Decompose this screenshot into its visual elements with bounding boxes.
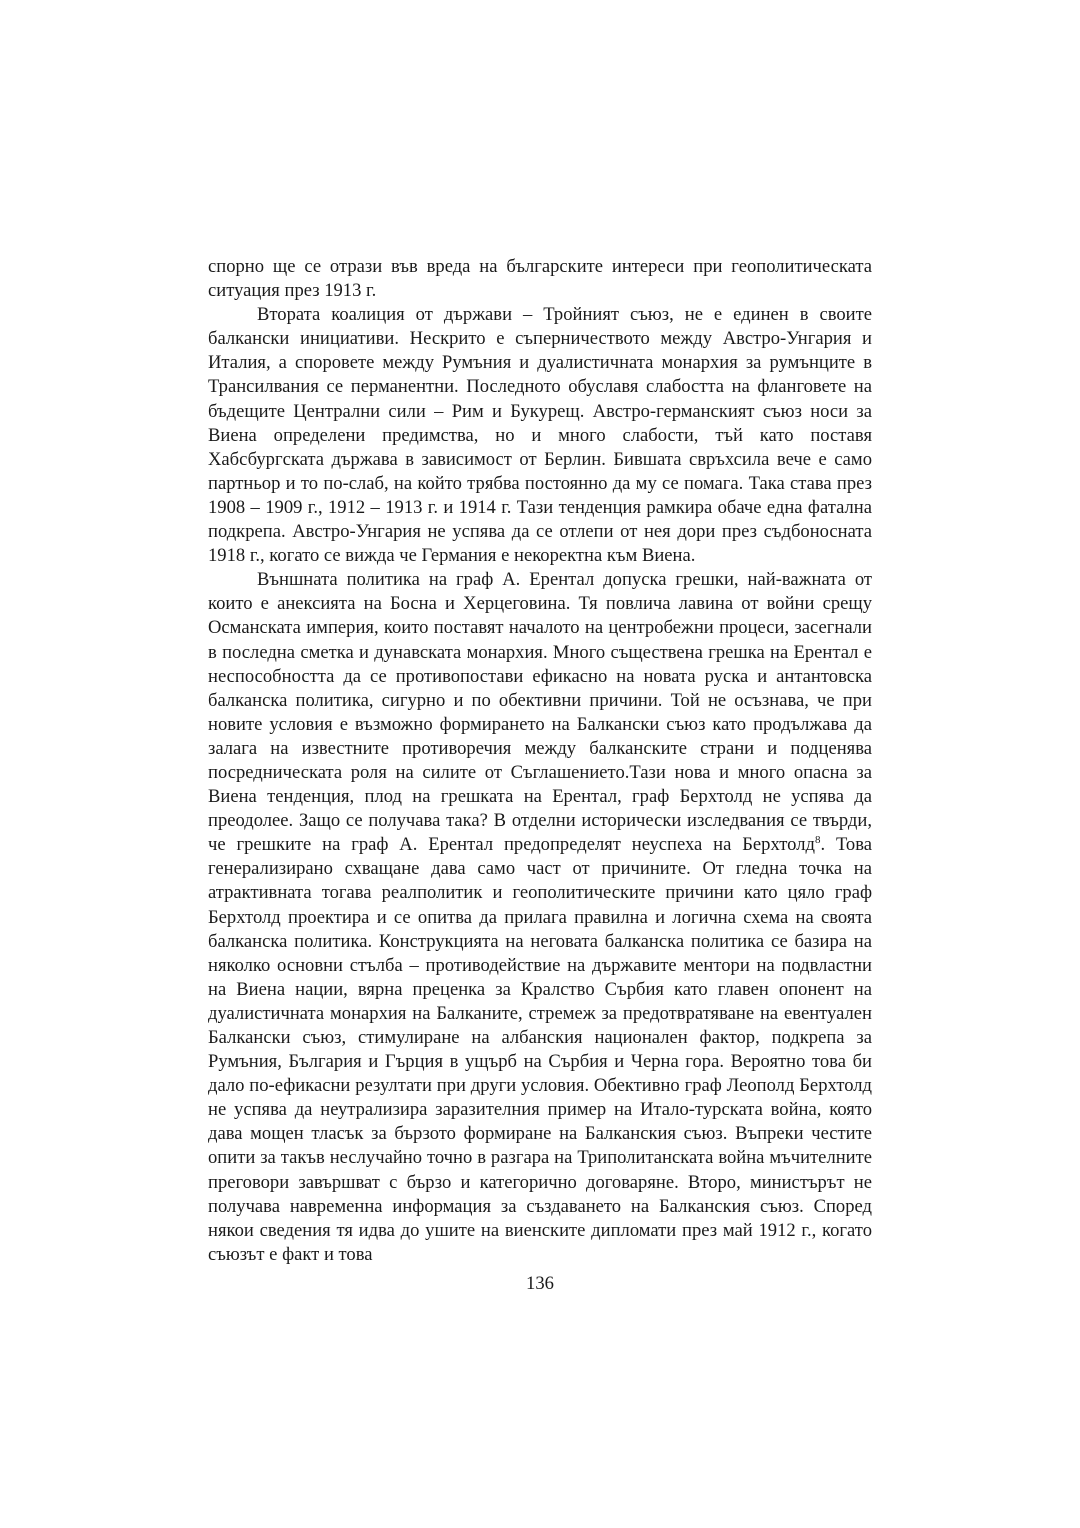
page-number: 136	[526, 1273, 554, 1294]
paragraph-2: Втората коалиция от държави – Тройният съюз, не е единен в своите балкански инициативи. Нескрито е съперничеството между Австро-Унгария и Италия, а споровете между Румъния и дуалистичната монархия за румънците в Трансилвания се перманентни. Последното обуславя слабостта на фланговете на бъдещите Централни сили – Рим и Букурещ. Австро-германският съюз носи за Виена определени предимства, но и много слабости, тъй като поставя Хабсбургската държава в зависимост от Берлин. Бившата свръхсила вече е само партньор и то по-слаб, на който трябва постоянно да му се помага. Така става през 1908 – 1909 г., 1912 – 1913 г. и 1914 г. Тази тенденция рамкира обаче една фатална подкрепа. Австро-Унгария не успява да се отлепи от нея дори през съдбоносната 1918 г., когато се вижда че Германия е некоректна към Виена.	[208, 304, 872, 567]
paragraph-3-text-after-footnote: . Това генерализирано схващане дава само част от причините. От гледна точка на атрактивната тогава реалполитик и геополитическите причини като цяло граф Берхтолд проектира и се опитва да прилага правилна и логична схема на своята балканска политика. Конструкцията на неговата балканска политика се базира на няколко основни стълба – противодействие на държавите ментори на подвластни на Виена нации, вярна преценка за Кралство Сърбия като главен опонент на дуалистичната монархия на Балканите, стремеж за предотвратяване на евентуален Балкански съюз, стимулиране на албанския национален фактор, подкрепа за Румъния, България и Гърция в ущърб на Сърбия и Черна гора. Вероятно това би дало по-ефикасни резултати при други условия. Обективно граф Леополд Берхтолд не успява да неутрализира заразителния пример на Итало-турската война, която дава мощен тласък за бързото формиране на Балканския съюз. Въпреки честите опити за такъв неслучайно точно в разгара на Триполитанската война мъчителните преговори завършват с бързо и категорично договаряне. Второ, министърът не получава навременна информация за създаването на Балканския съюз. Според някои сведения тя идва до ушите на виенските дипломати през май 1912 г., когато съюзът е факт и това	[208, 834, 872, 1265]
paragraph-1: спорно ще се отрази във вреда на българските интереси при геополитическата ситуация през 1913 г.	[208, 256, 872, 302]
paragraph-3-text-before-footnote: Външната политика на граф А. Ерентал допуска грешки, най-важната от които е анексията на Босна и Херцеговина. Тя повлича лавина от войни срещу Османската империя, които поставят началото на центробежни процеси, засегнали в последна сметка и дунавската монархия. Много съществена грешка на Ерентал е неспособността да се противопостави ефикасно на новата руска и антантовска балканска политика, сигурно и по обективни причини. Той не осъзнава, че при новите условия е възможно формирането на Балкански съюз като продължава да залага на известните противоречия между балканските страни и подценява посредническата роля на силите от Съглашението.Тази нова и много опасна за Виена тенденция, плод на грешката на Ерентал, граф Берхтолд не успява да преодолее. Защо се получава така? В отделни исторически изследвания се твърди, че грешките на граф А. Ерентал предопределят неуспеха на Берхтолд	[208, 569, 872, 856]
paragraph-3	[208, 568, 872, 1267]
body-text	[208, 255, 872, 1267]
footnote-reference: 8	[814, 834, 821, 847]
